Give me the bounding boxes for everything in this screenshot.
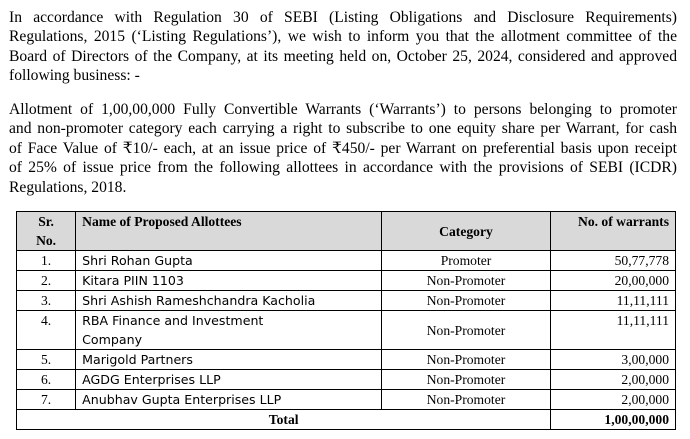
table-row — [17, 350, 676, 370]
allottees-table — [16, 211, 676, 430]
cell-warrants: 11,11,111 — [551, 291, 676, 311]
cell-category: Non-Promoter — [381, 350, 551, 370]
total-value: 1,00,00,000 — [551, 410, 676, 430]
table-row — [17, 251, 676, 271]
allotment-line: of 25% of issue price from the following allottees in accordance with the provisions of SEBI (ICDR) — [9, 159, 677, 177]
allotment-paragraph — [9, 100, 677, 197]
cell-sr: 1. — [17, 251, 76, 271]
allotment-line: of Face Value of ₹10/- each, at an issue price of ₹450/- per Warrant on preferential basis upon receipt — [9, 139, 677, 157]
header-warrants: No. of warrants — [551, 212, 676, 251]
intro-line: following business: - — [9, 67, 140, 85]
allotment-line: and non-promoter category each carrying a right to subscribe to one equity share per Warrant, for cash — [9, 120, 677, 138]
cell-category: Non-Promoter — [381, 291, 551, 311]
table-row — [17, 271, 676, 291]
table-row — [17, 291, 676, 311]
table-row — [17, 390, 676, 410]
table-row — [17, 311, 676, 350]
cell-name-line2: Company — [82, 332, 143, 347]
intro-paragraph — [9, 8, 677, 86]
cell-warrants: 20,00,000 — [551, 271, 676, 291]
header-sr-line2: No. — [36, 233, 57, 248]
cell-name: Shri Rohan Gupta — [76, 251, 382, 271]
header-sr-line1: Sr. — [38, 214, 54, 229]
header-name: Name of Proposed Allottees — [76, 212, 382, 251]
table-header-row — [17, 212, 676, 251]
cell-name-line1: RBA Finance and Investment — [82, 313, 264, 328]
cell-name: AGDG Enterprises LLP — [76, 370, 382, 390]
cell-sr: 2. — [17, 271, 76, 291]
cell-name: Anubhav Gupta Enterprises LLP — [76, 390, 382, 410]
total-row — [17, 410, 676, 430]
cell-name: Shri Ashish Rameshchandra Kacholia — [76, 291, 382, 311]
cell-sr: 7. — [17, 390, 76, 410]
cell-warrants: 3,00,000 — [551, 350, 676, 370]
intro-line: Regulations, 2015 (‘Listing Regulations’), we wish to inform you that the allotment committee of the — [9, 28, 677, 46]
cell-name — [76, 311, 382, 350]
cell-sr: 5. — [17, 350, 76, 370]
header-sr-no — [17, 212, 76, 251]
cell-category: Non-Promoter — [381, 271, 551, 291]
table-row — [17, 370, 676, 390]
cell-warrants: 50,77,778 — [551, 251, 676, 271]
cell-category: Non-Promoter — [381, 390, 551, 410]
cell-warrants: 11,11,111 — [551, 311, 676, 350]
header-category: Category — [381, 212, 551, 251]
cell-sr: 3. — [17, 291, 76, 311]
cell-category: Non-Promoter — [381, 370, 551, 390]
cell-sr: 6. — [17, 370, 76, 390]
intro-line: Board of Directors of the Company, at its meeting held on, October 25, 2024, considered and approved — [9, 47, 677, 65]
cell-category: Non-Promoter — [381, 311, 551, 350]
intro-line: In accordance with Regulation 30 of SEBI (Listing Obligations and Disclosure Requirements) — [9, 9, 677, 26]
cell-category: Promoter — [381, 251, 551, 271]
total-label: Total — [17, 410, 551, 430]
cell-name: Kitara PIIN 1103 — [76, 271, 382, 291]
cell-sr: 4. — [17, 311, 76, 350]
allotment-line: Regulations, 2018. — [9, 178, 127, 196]
cell-warrants: 2,00,000 — [551, 370, 676, 390]
cell-name: Marigold Partners — [76, 350, 382, 370]
cell-warrants: 2,00,000 — [551, 390, 676, 410]
allotment-line: Allotment of 1,00,00,000 Fully Convertible Warrants (‘Warrants’) to persons belonging to promoter — [9, 101, 677, 118]
